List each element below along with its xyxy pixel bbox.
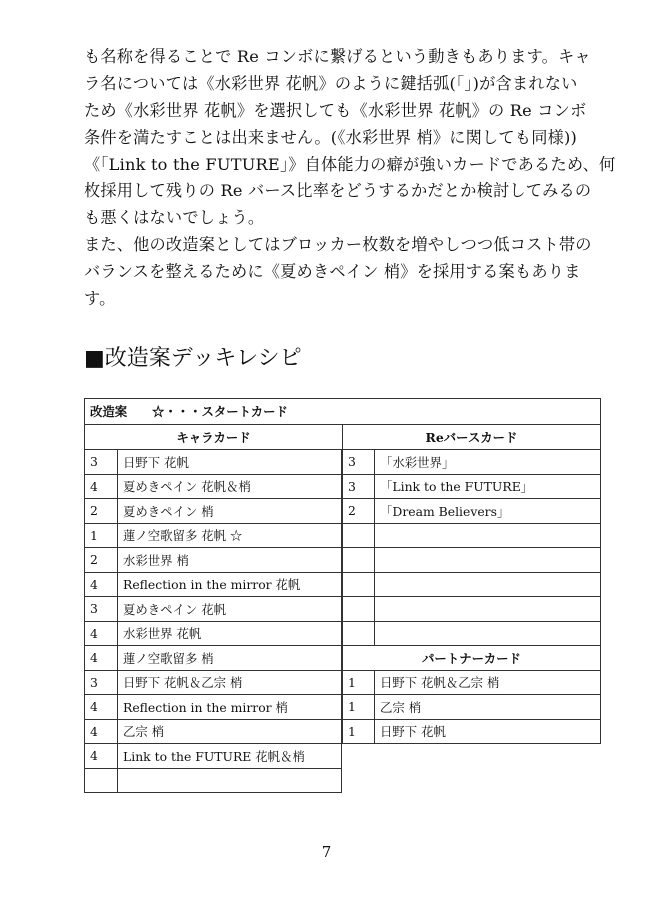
chara-card-row: [85, 548, 342, 573]
card-count: 2: [85, 548, 118, 573]
card-name: 夏めきペイン 梢: [118, 499, 342, 524]
card-count: [343, 597, 375, 622]
chara-card-row: [85, 572, 342, 597]
partner-card-row: [343, 695, 601, 720]
paragraph-line: 《「Link to the FUTURE」》自体能力の癖が強いカードであるため、何: [84, 154, 616, 174]
paragraph-line: バランスを整えるために《夏めきペイン 梢》を採用する案もありま: [84, 262, 581, 282]
card-name: 蓮ノ空歌留多 花帆 ☆: [118, 523, 342, 548]
card-count: 2: [85, 499, 118, 524]
card-count: 3: [85, 450, 118, 475]
chara-card-row: [85, 744, 342, 769]
partner-header: パートナーカード: [343, 646, 601, 671]
paragraph-line: 枚採用して残りの Re バース比率をどうするかだとか検討してみるの: [84, 181, 592, 201]
chara-card-row: [85, 474, 342, 499]
paragraph-line: ため《水彩世界 花帆》を選択しても《水彩世界 花帆》の Re コンボ: [84, 100, 587, 120]
chara-card-row: [85, 670, 342, 695]
card-name: 水彩世界 花帆: [118, 621, 342, 646]
partner-card-row: [343, 719, 601, 744]
rebirth-partner-table: [342, 449, 601, 744]
paragraph-line: また、他の改造案としてはブロッカー枚数を増やしつつ低コスト帯の: [84, 235, 592, 255]
chara-card-table: [84, 449, 342, 793]
section-heading: ■改造案デッキレシピ: [84, 346, 302, 371]
chara-header: キャラカード: [85, 424, 343, 450]
card-name: [375, 621, 601, 646]
card-count: 4: [85, 572, 118, 597]
paragraph-line: ラ名については《水彩世界 花帆》のように鍵括弧(「」)が含まれない: [84, 73, 578, 93]
chara-card-row: [85, 695, 342, 720]
card-count: 3: [343, 450, 375, 475]
chara-card-row: [85, 621, 342, 646]
card-count: 3: [85, 597, 118, 622]
partner-header-row: [343, 646, 601, 671]
card-name: 日野下 花帆: [118, 450, 342, 475]
chara-card-row: [85, 523, 342, 548]
rebirth-card-row: [343, 523, 601, 548]
card-name: 夏めきペイン 花帆＆梢: [118, 474, 342, 499]
partner-card-row: [343, 670, 601, 695]
chara-card-row: [85, 597, 342, 622]
page-number: 7: [321, 843, 332, 861]
card-name: [375, 548, 601, 573]
card-name: 「Dream Believers」: [375, 499, 601, 524]
chara-card-row: [85, 646, 342, 671]
card-count: 3: [85, 670, 118, 695]
card-count: [343, 548, 375, 573]
recipe-title: 改造案 ☆・・・スタートカード: [85, 399, 601, 425]
card-count: 1: [343, 695, 375, 720]
chara-card-row: [85, 768, 342, 793]
card-count: [343, 621, 375, 646]
card-name: [375, 523, 601, 548]
card-name: 「水彩世界」: [375, 450, 601, 475]
card-name: 日野下 花帆＆乙宗 梢: [375, 670, 601, 695]
rebirth-card-row: [343, 474, 601, 499]
chara-card-row: [85, 499, 342, 524]
body-paragraph: [84, 44, 616, 313]
chara-card-row: [85, 719, 342, 744]
card-count: [343, 523, 375, 548]
card-count: 3: [343, 474, 375, 499]
card-name: 蓮ノ空歌留多 梢: [118, 646, 342, 671]
rebirth-card-row: [343, 499, 601, 524]
card-name: Reflection in the mirror 花帆: [118, 572, 342, 597]
rebirth-card-row: [343, 548, 601, 573]
rebirth-card-row: [343, 597, 601, 622]
card-name: Link to the FUTURE 花帆＆梢: [118, 744, 342, 769]
card-count: 2: [343, 499, 375, 524]
card-count: 1: [343, 670, 375, 695]
rebirth-card-row: [343, 450, 601, 475]
card-name: 乙宗 梢: [118, 719, 342, 744]
card-name: [375, 572, 601, 597]
card-count: 4: [85, 719, 118, 744]
card-count: 1: [343, 719, 375, 744]
paragraph-line: も悪くはないでしょう。: [84, 208, 265, 228]
card-count: 4: [85, 695, 118, 720]
card-name: 乙宗 梢: [375, 695, 601, 720]
card-count: [85, 768, 118, 793]
recipe-header-table: [84, 398, 601, 450]
card-count: [343, 572, 375, 597]
rebirth-header: Reバースカード: [343, 424, 601, 450]
rebirth-card-row: [343, 621, 601, 646]
card-count: 4: [85, 474, 118, 499]
card-name: 「Link to the FUTURE」: [375, 474, 601, 499]
card-count: 4: [85, 646, 118, 671]
card-name: [118, 768, 342, 793]
rebirth-card-row: [343, 572, 601, 597]
chara-card-row: [85, 450, 342, 475]
card-count: 4: [85, 621, 118, 646]
paragraph-line: す。: [84, 289, 116, 309]
card-name: 日野下 花帆＆乙宗 梢: [118, 670, 342, 695]
card-count: 4: [85, 744, 118, 769]
card-name: Reflection in the mirror 梢: [118, 695, 342, 720]
card-name: [375, 597, 601, 622]
paragraph-line: 条件を満たすことは出来ません。(《水彩世界 梢》に関しても同様)): [84, 127, 577, 147]
card-name: 夏めきペイン 花帆: [118, 597, 342, 622]
card-count: 1: [85, 523, 118, 548]
card-name: 水彩世界 梢: [118, 548, 342, 573]
card-name: 日野下 花帆: [375, 719, 601, 744]
paragraph-line: も名称を得ることで Re コンボに繋げるという動きもあります。キャ: [84, 47, 591, 66]
